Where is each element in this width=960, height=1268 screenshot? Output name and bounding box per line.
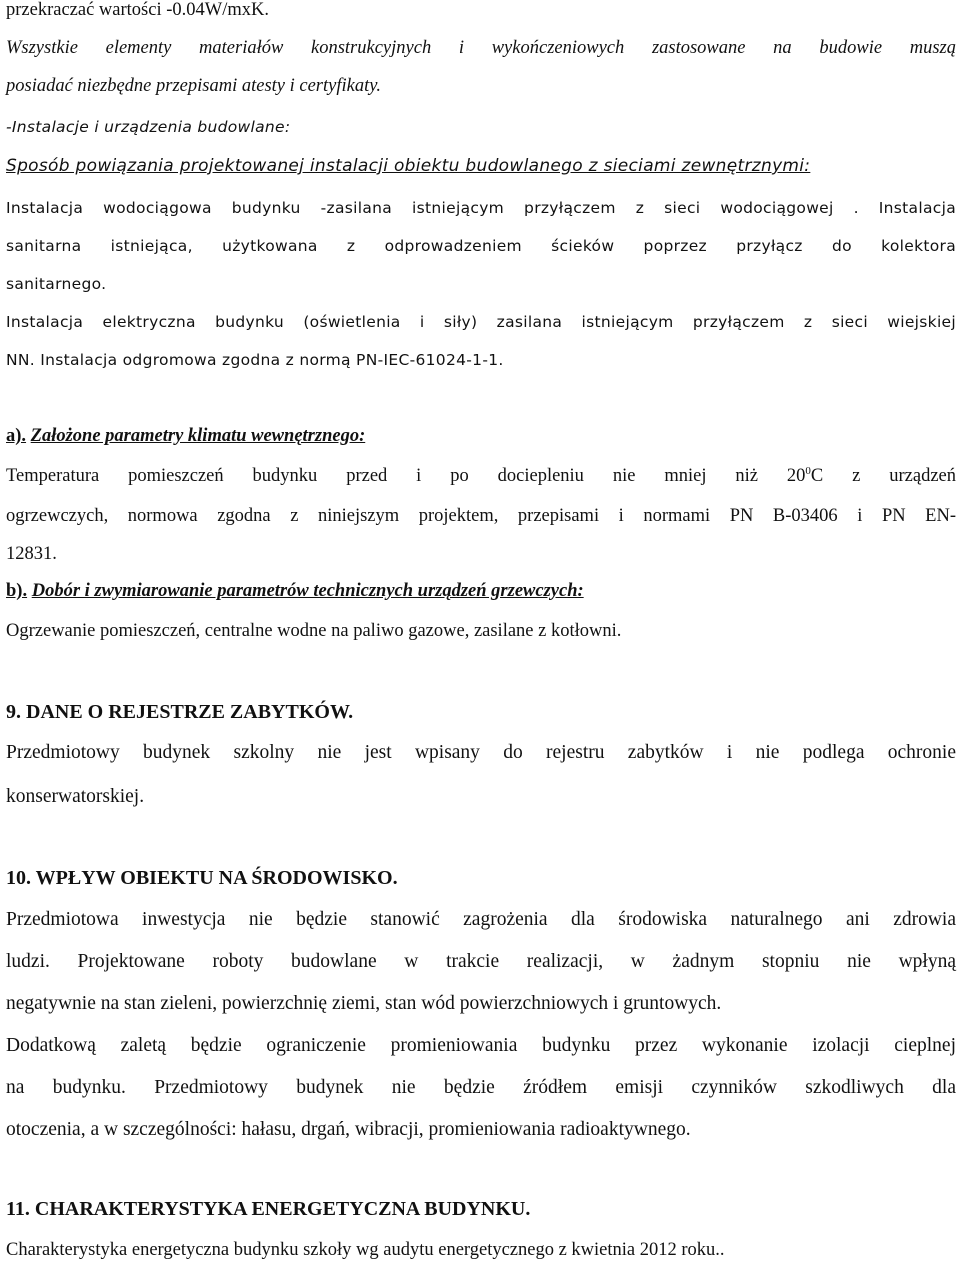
subsection-number: a). (6, 426, 27, 446)
text-line: konserwatorskiej. (6, 786, 145, 807)
subsection-title: Założone parametry klimatu wewnętrznego: (30, 426, 366, 446)
text-line: otoczenia, a w szczególności: hałasu, drgań, wibracji, promieniowania radioaktywnego. (6, 1119, 691, 1140)
text-line: Charakterystyka energetyczna budynku szkoły wg audytu energetycznego z kwietnia 2012 roku.. (6, 1240, 725, 1260)
text-line: przekraczać wartości -0.04W/mxK. (6, 0, 269, 20)
text-line: sanitarnego. (6, 275, 107, 293)
text-line: posiadać niezbędne przepisami atesty i certyfikaty. (6, 76, 382, 96)
section-heading-10: 10. WPŁYW OBIEKTU NA ŚRODOWISKO. (6, 867, 398, 889)
text-line: Ogrzewanie pomieszczeń, centralne wodne na paliwo gazowe, zasilane z kotłowni. (6, 621, 622, 641)
text-line: negatywnie na stan zieleni, powierzchnię ziemi, stan wód powierzchniowych i gruntowych. (6, 993, 722, 1014)
text-line: Instalacja wodociągowa budynku -zasilana istniejącym przyłączem z sieci wodociągowej . Instalacja (6, 199, 956, 217)
text-line: 12831. (6, 544, 57, 564)
section-heading-11: 11. CHARAKTERYSTYKA ENERGETYCZNA BUDYNKU. (6, 1198, 531, 1220)
subsection-title: Dobór i zwymiarowanie parametrów technicznych urządzeń grzewczych: (31, 581, 584, 601)
text-line: na budynku. Przedmiotowy budynek nie będzie źródłem emisji czynników szkodliwych dla (6, 1077, 956, 1098)
subsection-number: b). (6, 581, 28, 601)
text-segment: Temperatura pomieszczeń budynku przed i po dociepleniu nie mniej niż 20 (6, 466, 806, 486)
text-segment: C z urządzeń (810, 466, 956, 486)
text-line: Wszystkie elementy materiałów konstrukcyjnych i wykończeniowych zastosowane na budowie muszą (6, 38, 956, 58)
text-line: ogrzewczych, normowa zgodna z niniejszym projektem, przepisami i normami PN B-03406 i PN EN- (6, 506, 956, 526)
section-heading-9: 9. DANE O REJESTRZE ZABYTKÓW. (6, 701, 354, 723)
text-line: ludzi. Projektowane roboty budowlane w trakcie realizacji, w żadnym stopniu nie wpłyną (6, 951, 956, 972)
text-line: NN. Instalacja odgromowa zgodna z normą PN-IEC-61024-1-1. (6, 351, 504, 369)
text-line: Przedmiotowa inwestycja nie będzie stanowić zagrożenia dla środowiska naturalnego ani zdrowia (6, 909, 956, 930)
section-subheading: -Instalacje i urządzenia budowlane: (6, 118, 291, 136)
text-line: Przedmiotowy budynek szkolny nie jest wpisany do rejestru zabytków i nie podlega ochronie (6, 742, 956, 763)
text-line: Dodatkową zaletą będzie ograniczenie promieniowania budynku przez wykonanie izolacji cieplnej (6, 1035, 956, 1056)
text-line: sanitarna istniejąca, użytkowana z odprowadzeniem ścieków poprzez przyłącz do kolektora (6, 237, 956, 255)
superscript: 0 (805, 464, 811, 477)
section-subheading: Sposób powiązania projektowanej instalacji obiektu budowlanego z sieciami zewnętrznymi: (6, 156, 811, 176)
text-line (6, 466, 956, 487)
text-line: Instalacja elektryczna budynku (oświetlenia i siły) zasilana istniejącym przyłączem z sieci wiejskiej (6, 313, 956, 331)
subsection-heading (6, 581, 956, 602)
subsection-heading (6, 426, 956, 447)
